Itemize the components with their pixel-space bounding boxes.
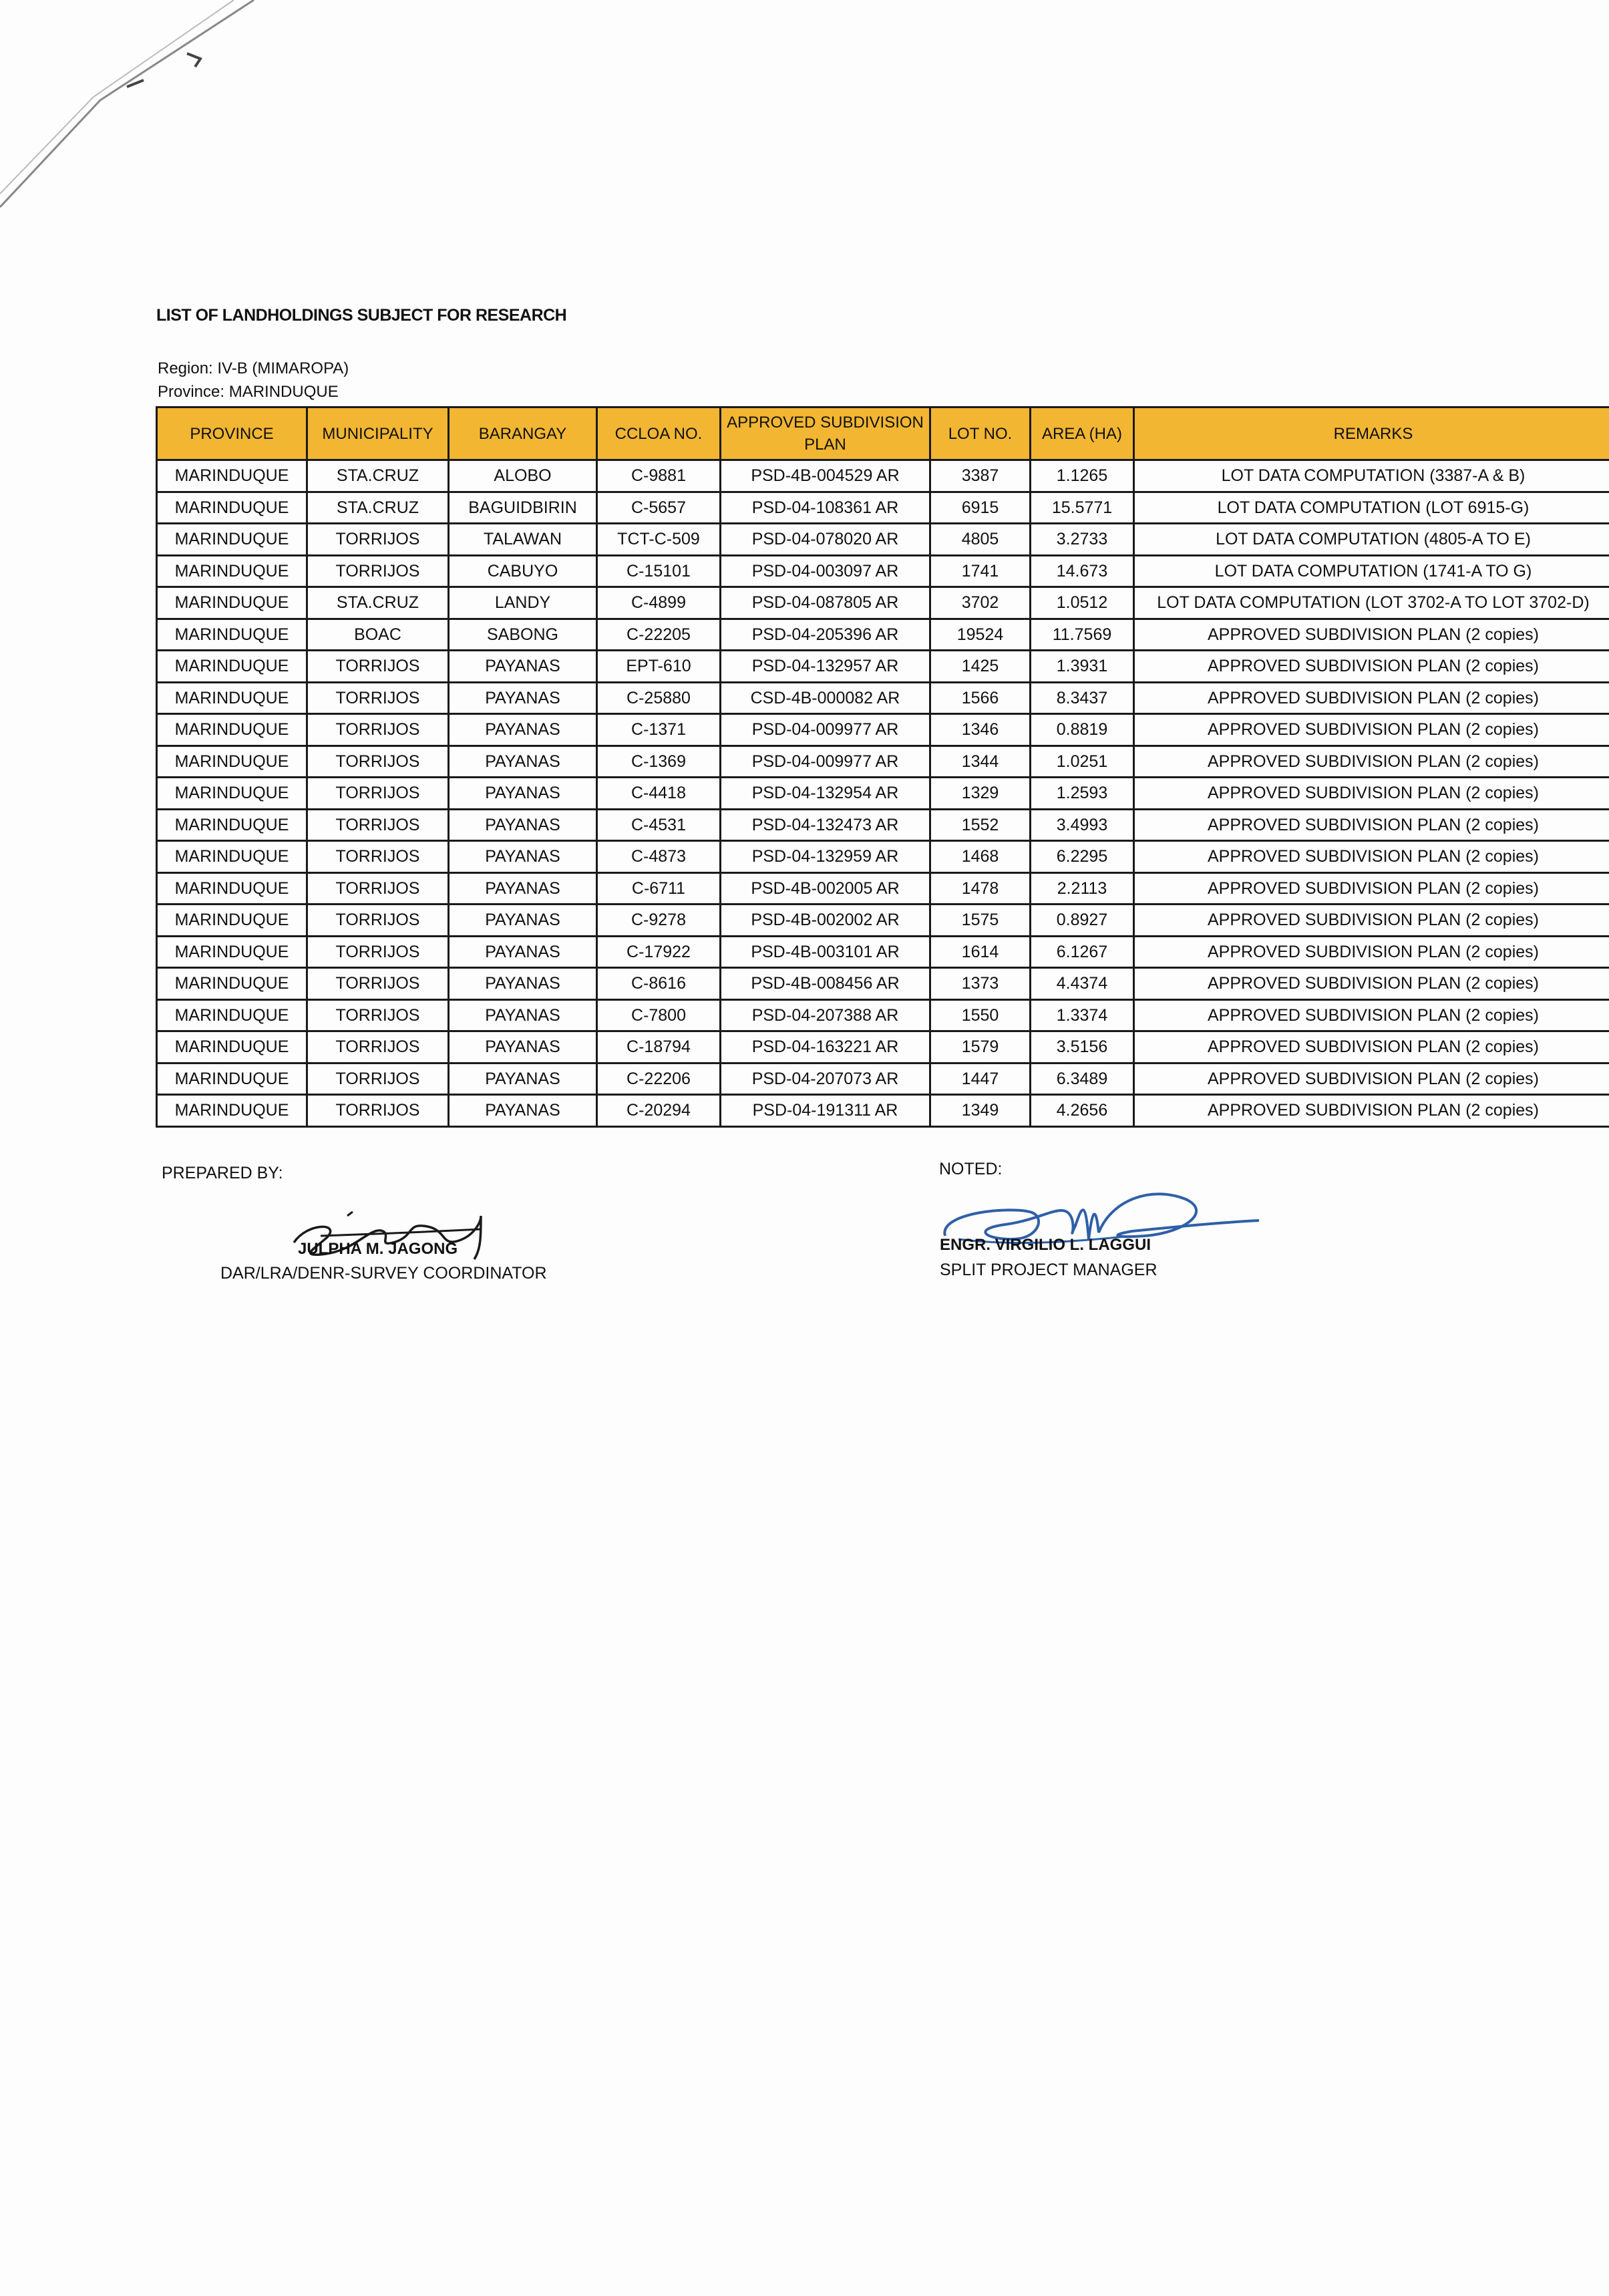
cell-ccloa-no: C-4899: [597, 587, 721, 619]
cell-province: MARINDUQUE: [157, 460, 307, 492]
preparer-name: JULPHA M. JAGONG: [298, 1240, 458, 1258]
table-row: [157, 619, 1609, 651]
cell-municipality: TORRIJOS: [307, 905, 449, 937]
cell-area: 4.2656: [1031, 1095, 1134, 1127]
cell-province: MARINDUQUE: [157, 1095, 307, 1127]
cell-province: MARINDUQUE: [157, 778, 307, 810]
cell-municipality: TORRIJOS: [307, 872, 449, 905]
cell-remarks: LOT DATA COMPUTATION (1741-A TO G): [1134, 555, 1609, 587]
table-row: [157, 492, 1609, 524]
cell-municipality: STA.CRUZ: [307, 460, 449, 492]
cell-lot-no: 4805: [930, 524, 1031, 556]
cell-ccloa-no: EPT-610: [597, 651, 721, 683]
region-label: Region: IV-B (MIMAROPA): [158, 359, 349, 377]
table-row: [157, 905, 1609, 937]
cell-area: 8.3437: [1031, 682, 1134, 714]
cell-ccloa-no: C-4418: [597, 778, 721, 810]
cell-area: 15.5771: [1031, 492, 1134, 524]
cell-approved-subdivision-plan: PSD-04-163221 AR: [721, 1031, 930, 1063]
cell-province: MARINDUQUE: [157, 841, 307, 873]
cell-province: MARINDUQUE: [157, 809, 307, 841]
table-row: [157, 555, 1609, 587]
cell-remarks: APPROVED SUBDIVISION PLAN (2 copies): [1134, 841, 1609, 873]
cell-municipality: TORRIJOS: [307, 778, 449, 810]
cell-province: MARINDUQUE: [157, 999, 307, 1031]
cell-area: 6.2295: [1031, 841, 1134, 873]
cell-province: MARINDUQUE: [157, 714, 307, 746]
cell-lot-no: 1741: [930, 555, 1031, 587]
cell-lot-no: 1425: [930, 651, 1031, 683]
cell-remarks: APPROVED SUBDIVISION PLAN (2 copies): [1134, 778, 1609, 810]
cell-area: 6.1267: [1031, 936, 1134, 968]
cell-area: 2.2113: [1031, 872, 1134, 905]
cell-area: 6.3489: [1031, 1063, 1134, 1095]
cell-approved-subdivision-plan: PSD-04-009977 AR: [721, 714, 930, 746]
cell-ccloa-no: C-25880: [597, 682, 721, 714]
table-row: [157, 714, 1609, 746]
preparer-title: DAR/LRA/DENR-SURVEY COORDINATOR: [220, 1264, 547, 1283]
cell-remarks: APPROVED SUBDIVISION PLAN (2 copies): [1134, 714, 1609, 746]
cell-approved-subdivision-plan: PSD-4B-002002 AR: [721, 905, 930, 937]
cell-area: 1.0251: [1031, 746, 1134, 778]
cell-approved-subdivision-plan: PSD-4B-003101 AR: [721, 936, 930, 968]
cell-area: 1.0512: [1031, 587, 1134, 619]
cell-area: 1.1265: [1031, 460, 1134, 492]
cell-remarks: LOT DATA COMPUTATION (LOT 3702-A TO LOT 3702-D): [1134, 587, 1609, 619]
cell-approved-subdivision-plan: PSD-04-132959 AR: [721, 841, 930, 873]
cell-ccloa-no: C-8616: [597, 968, 721, 1000]
cell-lot-no: 1575: [930, 905, 1031, 937]
cell-ccloa-no: C-5657: [597, 492, 721, 524]
cell-approved-subdivision-plan: PSD-04-132957 AR: [721, 651, 930, 683]
cell-remarks: APPROVED SUBDIVISION PLAN (2 copies): [1134, 682, 1609, 714]
cell-area: 4.4374: [1031, 968, 1134, 1000]
document-title: LIST OF LANDHOLDINGS SUBJECT FOR RESEARCH: [156, 306, 567, 325]
cell-barangay: PAYANAS: [449, 746, 597, 778]
noter-signature: [932, 1172, 1266, 1273]
cell-province: MARINDUQUE: [157, 968, 307, 1000]
table-row: [157, 1031, 1609, 1063]
table-row: [157, 1063, 1609, 1095]
cell-barangay: PAYANAS: [449, 968, 597, 1000]
cell-barangay: SABONG: [449, 619, 597, 651]
cell-area: 3.4993: [1031, 809, 1134, 841]
table-row: [157, 809, 1609, 841]
cell-approved-subdivision-plan: PSD-4B-002005 AR: [721, 872, 930, 905]
cell-approved-subdivision-plan: PSD-04-132954 AR: [721, 778, 930, 810]
cell-ccloa-no: C-4873: [597, 841, 721, 873]
cell-lot-no: 1579: [930, 1031, 1031, 1063]
cell-remarks: APPROVED SUBDIVISION PLAN (2 copies): [1134, 1031, 1609, 1063]
cell-municipality: TORRIJOS: [307, 1063, 449, 1095]
cell-municipality: TORRIJOS: [307, 714, 449, 746]
cell-remarks: APPROVED SUBDIVISION PLAN (2 copies): [1134, 1063, 1609, 1095]
noter-title: SPLIT PROJECT MANAGER: [940, 1261, 1157, 1279]
noted-label: NOTED:: [939, 1160, 1003, 1178]
table-row: [157, 1095, 1609, 1127]
table-row: [157, 872, 1609, 905]
cell-barangay: ALOBO: [449, 460, 597, 492]
cell-ccloa-no: C-9881: [597, 460, 721, 492]
cell-barangay: PAYANAS: [449, 714, 597, 746]
cell-remarks: APPROVED SUBDIVISION PLAN (2 copies): [1134, 872, 1609, 905]
cell-lot-no: 1552: [930, 809, 1031, 841]
table-row: [157, 587, 1609, 619]
cell-lot-no: 3387: [930, 460, 1031, 492]
cell-ccloa-no: C-18794: [597, 1031, 721, 1063]
cell-municipality: TORRIJOS: [307, 746, 449, 778]
cell-province: MARINDUQUE: [157, 587, 307, 619]
cell-province: MARINDUQUE: [157, 1063, 307, 1095]
cell-barangay: LANDY: [449, 587, 597, 619]
table-body: [157, 460, 1609, 1127]
cell-municipality: TORRIJOS: [307, 809, 449, 841]
cell-area: 3.5156: [1031, 1031, 1134, 1063]
cell-lot-no: 1344: [930, 746, 1031, 778]
cell-remarks: APPROVED SUBDIVISION PLAN (2 copies): [1134, 1095, 1609, 1127]
header-remarks: REMARKS: [1134, 407, 1609, 460]
table-row: [157, 651, 1609, 683]
cell-province: MARINDUQUE: [157, 555, 307, 587]
cell-ccloa-no: C-1369: [597, 746, 721, 778]
table-row: [157, 524, 1609, 556]
cell-lot-no: 1447: [930, 1063, 1031, 1095]
cell-approved-subdivision-plan: PSD-04-087805 AR: [721, 587, 930, 619]
cell-approved-subdivision-plan: PSD-04-003097 AR: [721, 555, 930, 587]
cell-barangay: PAYANAS: [449, 905, 597, 937]
header-barangay: BARANGAY: [449, 407, 597, 460]
cell-ccloa-no: C-22205: [597, 619, 721, 651]
cell-area: 0.8927: [1031, 905, 1134, 937]
cell-municipality: TORRIJOS: [307, 1031, 449, 1063]
cell-approved-subdivision-plan: PSD-04-108361 AR: [721, 492, 930, 524]
cell-barangay: PAYANAS: [449, 1095, 597, 1127]
landholdings-table: [156, 406, 1609, 1128]
cell-remarks: APPROVED SUBDIVISION PLAN (2 copies): [1134, 968, 1609, 1000]
cell-province: MARINDUQUE: [157, 619, 307, 651]
cell-barangay: PAYANAS: [449, 999, 597, 1031]
cell-ccloa-no: C-9278: [597, 905, 721, 937]
cell-area: 3.2733: [1031, 524, 1134, 556]
cell-barangay: PAYANAS: [449, 651, 597, 683]
cell-barangay: CABUYO: [449, 555, 597, 587]
cell-area: 1.2593: [1031, 778, 1134, 810]
cell-municipality: STA.CRUZ: [307, 492, 449, 524]
cell-municipality: TORRIJOS: [307, 936, 449, 968]
header-ccloa-no: CCLOA NO.: [597, 407, 721, 460]
cell-province: MARINDUQUE: [157, 682, 307, 714]
table-row: [157, 936, 1609, 968]
cell-province: MARINDUQUE: [157, 1031, 307, 1063]
cell-municipality: TORRIJOS: [307, 1095, 449, 1127]
cell-province: MARINDUQUE: [157, 936, 307, 968]
cell-barangay: BAGUIDBIRIN: [449, 492, 597, 524]
cell-ccloa-no: C-1371: [597, 714, 721, 746]
cell-lot-no: 6915: [930, 492, 1031, 524]
table-row: [157, 841, 1609, 873]
cell-barangay: PAYANAS: [449, 841, 597, 873]
cell-lot-no: 19524: [930, 619, 1031, 651]
cell-barangay: PAYANAS: [449, 809, 597, 841]
staple-mark: [0, 0, 281, 214]
cell-approved-subdivision-plan: PSD-04-207388 AR: [721, 999, 930, 1031]
table-row: [157, 460, 1609, 492]
cell-area: 14.673: [1031, 555, 1134, 587]
cell-remarks: APPROVED SUBDIVISION PLAN (2 copies): [1134, 809, 1609, 841]
cell-ccloa-no: TCT-C-509: [597, 524, 721, 556]
cell-lot-no: 1346: [930, 714, 1031, 746]
table-header-row: [157, 407, 1609, 460]
cell-lot-no: 3702: [930, 587, 1031, 619]
cell-province: MARINDUQUE: [157, 651, 307, 683]
cell-barangay: PAYANAS: [449, 682, 597, 714]
cell-approved-subdivision-plan: PSD-04-132473 AR: [721, 809, 930, 841]
cell-province: MARINDUQUE: [157, 524, 307, 556]
cell-ccloa-no: C-20294: [597, 1095, 721, 1127]
cell-remarks: LOT DATA COMPUTATION (4805-A TO E): [1134, 524, 1609, 556]
cell-remarks: APPROVED SUBDIVISION PLAN (2 copies): [1134, 936, 1609, 968]
cell-barangay: TALAWAN: [449, 524, 597, 556]
cell-remarks: APPROVED SUBDIVISION PLAN (2 copies): [1134, 999, 1609, 1031]
table-row: [157, 682, 1609, 714]
cell-barangay: PAYANAS: [449, 778, 597, 810]
cell-municipality: TORRIJOS: [307, 682, 449, 714]
cell-area: 1.3374: [1031, 999, 1134, 1031]
cell-remarks: APPROVED SUBDIVISION PLAN (2 copies): [1134, 651, 1609, 683]
cell-province: MARINDUQUE: [157, 872, 307, 905]
cell-ccloa-no: C-7800: [597, 999, 721, 1031]
header-area: AREA (HA): [1031, 407, 1134, 460]
cell-ccloa-no: C-22206: [597, 1063, 721, 1095]
header-municipality: MUNICIPALITY: [307, 407, 449, 460]
cell-barangay: PAYANAS: [449, 872, 597, 905]
prepared-by-label: PREPARED BY:: [162, 1164, 283, 1182]
cell-lot-no: 1329: [930, 778, 1031, 810]
cell-municipality: TORRIJOS: [307, 524, 449, 556]
cell-lot-no: 1468: [930, 841, 1031, 873]
table-row: [157, 778, 1609, 810]
cell-municipality: TORRIJOS: [307, 651, 449, 683]
cell-barangay: PAYANAS: [449, 936, 597, 968]
province-label: Province: MARINDUQUE: [158, 383, 339, 401]
cell-approved-subdivision-plan: PSD-04-207073 AR: [721, 1063, 930, 1095]
cell-province: MARINDUQUE: [157, 492, 307, 524]
cell-ccloa-no: C-17922: [597, 936, 721, 968]
cell-remarks: APPROVED SUBDIVISION PLAN (2 copies): [1134, 619, 1609, 651]
table-row: [157, 968, 1609, 1000]
cell-approved-subdivision-plan: PSD-04-205396 AR: [721, 619, 930, 651]
cell-province: MARINDUQUE: [157, 905, 307, 937]
table-row: [157, 746, 1609, 778]
cell-municipality: TORRIJOS: [307, 968, 449, 1000]
cell-approved-subdivision-plan: PSD-4B-004529 AR: [721, 460, 930, 492]
cell-approved-subdivision-plan: CSD-4B-000082 AR: [721, 682, 930, 714]
cell-approved-subdivision-plan: PSD-04-009977 AR: [721, 746, 930, 778]
cell-approved-subdivision-plan: PSD-04-078020 AR: [721, 524, 930, 556]
cell-lot-no: 1550: [930, 999, 1031, 1031]
cell-ccloa-no: C-6711: [597, 872, 721, 905]
cell-remarks: APPROVED SUBDIVISION PLAN (2 copies): [1134, 905, 1609, 937]
cell-remarks: LOT DATA COMPUTATION (3387-A & B): [1134, 460, 1609, 492]
header-province: PROVINCE: [157, 407, 307, 460]
cell-remarks: APPROVED SUBDIVISION PLAN (2 copies): [1134, 746, 1609, 778]
cell-barangay: PAYANAS: [449, 1031, 597, 1063]
cell-approved-subdivision-plan: PSD-4B-008456 AR: [721, 968, 930, 1000]
cell-approved-subdivision-plan: PSD-04-191311 AR: [721, 1095, 930, 1127]
cell-municipality: TORRIJOS: [307, 841, 449, 873]
cell-province: MARINDUQUE: [157, 746, 307, 778]
cell-lot-no: 1566: [930, 682, 1031, 714]
cell-area: 0.8819: [1031, 714, 1134, 746]
cell-ccloa-no: C-15101: [597, 555, 721, 587]
cell-ccloa-no: C-4531: [597, 809, 721, 841]
cell-lot-no: 1349: [930, 1095, 1031, 1127]
cell-municipality: STA.CRUZ: [307, 587, 449, 619]
cell-municipality: TORRIJOS: [307, 555, 449, 587]
header-lot-no: LOT NO.: [930, 407, 1031, 460]
header-approved-subdivision-plan: APPROVED SUBDIVISION PLAN: [721, 407, 930, 460]
cell-lot-no: 1614: [930, 936, 1031, 968]
cell-municipality: BOAC: [307, 619, 449, 651]
cell-municipality: TORRIJOS: [307, 999, 449, 1031]
cell-lot-no: 1478: [930, 872, 1031, 905]
cell-area: 11.7569: [1031, 619, 1134, 651]
table-row: [157, 999, 1609, 1031]
cell-area: 1.3931: [1031, 651, 1134, 683]
cell-lot-no: 1373: [930, 968, 1031, 1000]
noter-name: ENGR. VIRGILIO L. LAGGUI: [940, 1236, 1151, 1254]
cell-barangay: PAYANAS: [449, 1063, 597, 1095]
cell-remarks: LOT DATA COMPUTATION (LOT 6915-G): [1134, 492, 1609, 524]
